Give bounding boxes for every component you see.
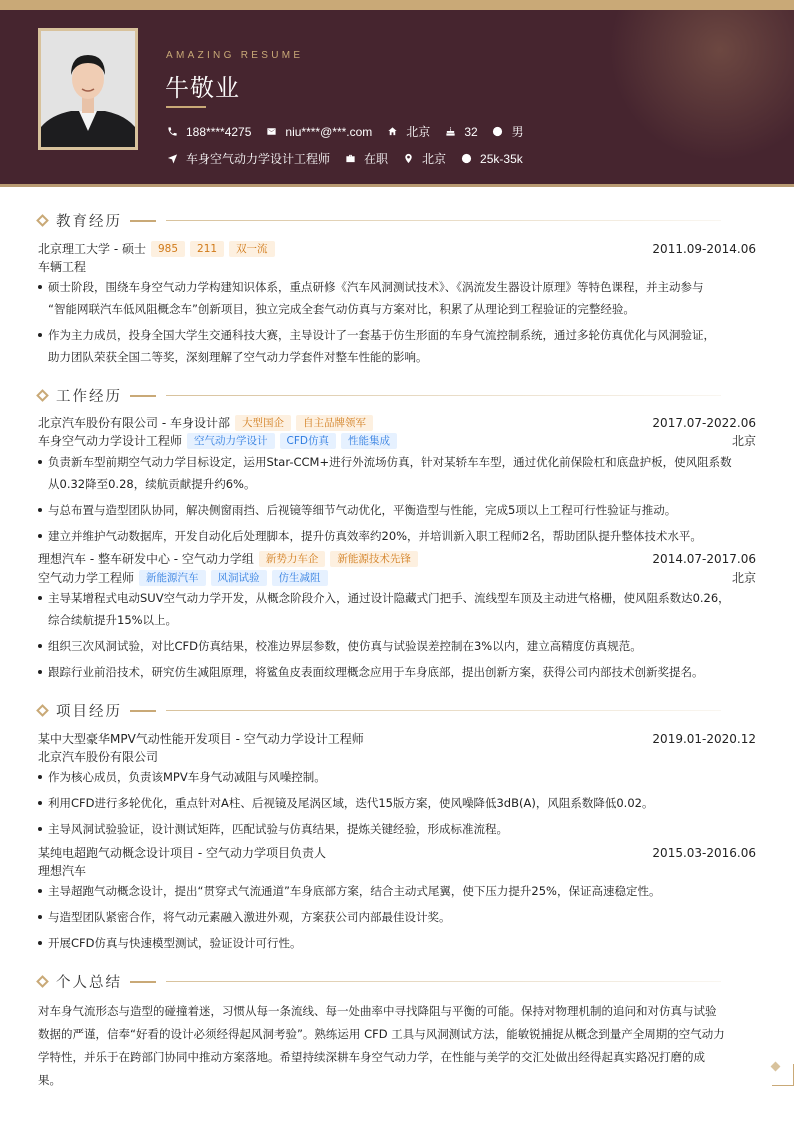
work-city: 北京: [731, 571, 756, 585]
project-date: 2015.03-2016.06: [652, 845, 756, 860]
briefcase-icon: [344, 153, 356, 165]
tag: 新能源汽车: [139, 570, 206, 586]
name-underline: [166, 106, 206, 108]
age-text: 32: [464, 124, 478, 139]
diamond-icon: [36, 975, 49, 988]
title-accent-line: [130, 981, 156, 983]
title-divider-line: [166, 395, 721, 396]
list-item: 主导超跑气动概念设计，提出“贯穿式气流通道”车身底部方案，结合主动式尾翼，使下压力提升25%，保证高速稳定性。: [38, 880, 758, 902]
tag: 211: [190, 241, 224, 257]
home-icon: [386, 126, 398, 138]
job-status-text: 在职: [364, 152, 389, 166]
education-major-row: [38, 258, 756, 275]
tag: CFD仿真: [280, 433, 336, 449]
gender-info: [492, 123, 524, 140]
contact-row: [166, 123, 538, 140]
project-org-row: [38, 748, 756, 765]
phone-text: 188****4275: [186, 124, 252, 139]
education-entry-head: [38, 240, 756, 257]
candidate-name: 牛敬业: [165, 74, 240, 102]
mail-icon: [265, 126, 277, 138]
list-item: 主导风洞试验验证，设计测试矩阵，匹配试验与仿真结果，提炼关键经验，形成标准流程。: [38, 818, 758, 840]
work-date: 2014.07-2017.06: [652, 551, 756, 566]
money-icon: [460, 153, 472, 165]
education-date: 2011.09-2014.06: [652, 241, 756, 256]
list-item: 组织三次风洞试验，对比CFD仿真结果，校准边界层参数，使仿真与试验误差控制在3%以内，建立高精度仿真规范。: [38, 635, 758, 657]
project-date: 2019.01-2020.12: [652, 731, 756, 746]
gender-text: 男: [511, 125, 524, 139]
position-name: 空气动力学工程师: [38, 571, 135, 585]
location-pin-icon: [402, 153, 414, 165]
target-position-info: [166, 150, 330, 167]
work-date: 2017.07-2022.06: [652, 415, 756, 430]
job-intent-row: [166, 150, 537, 167]
title-divider-line: [166, 220, 721, 221]
school-name: 北京理工大学 - 硕士: [38, 242, 146, 256]
list-item: 硕士阶段，围绕车身空气动力学构建知识体系，重点研修《汽车风洞测试技术》、《涡流发生器设计原理》等特色课程，并主动参与 “智能网联汽车低风阻概念车”创新项目，独立完成全套气动仿真与方案对比，积累了从理论到工程验证的完整经验。: [38, 276, 758, 320]
company-name: 理想汽车 - 整车研发中心 - 空气动力学组: [38, 552, 254, 566]
work-position-row: [38, 569, 756, 586]
target-city-info: [402, 150, 446, 167]
user-icon: [492, 126, 504, 138]
send-icon: [166, 153, 178, 165]
project-org-row: [38, 862, 756, 879]
project-entry-head: [38, 730, 756, 747]
list-item: 主导某增程式电动SUV空气动力学开发，从概念阶段介入，通过设计隐藏式门把手、流线型车顶及主动进气格栅，使风阻系数达0.26， 综合续航提升15%以上。: [38, 587, 758, 631]
company-name: 北京汽车股份有限公司 - 车身设计部: [38, 416, 230, 430]
top-accent-bar: [0, 0, 794, 10]
major: 车辆工程: [38, 260, 87, 274]
tag: 自主品牌领军: [296, 415, 373, 431]
diamond-icon: [36, 389, 49, 402]
target-city-text: 北京: [422, 152, 447, 166]
list-item: 与造型团队紧密合作，将气动元素融入激进外观，方案获公司内部最佳设计奖。: [38, 906, 758, 928]
job-status-info: [344, 150, 388, 167]
section-title: 工作经历: [56, 389, 122, 405]
section-education: [34, 210, 764, 232]
summary-text: 对车身气流形态与造型的碰撞着迷，习惯从每一条流线、每一处曲率中寻找降阻与平衡的可能。保持对物理机制的追问和对仿真与试验 数据的严谨，信奉“好看的设计必须经得起风洞考验”。熟练运用 CFD 工具与风洞测试方法，能敏锐捕捉从概念到量产全周期的空气动力 学特性，并乐于在跨部门协同中推动方案落地。希望持续深耕车身空气动力学，在性能与美学的交汇处做出经得起真实路况打磨的成 果。: [38, 1004, 725, 1087]
project-entry-head: [38, 844, 756, 861]
work-city: 北京: [731, 434, 756, 448]
tag: 仿生减阻: [272, 570, 328, 586]
email-info: [265, 125, 372, 139]
project-title: 某中大型豪华MPV气动性能开发项目 - 空气动力学设计工程师: [38, 732, 364, 746]
title-accent-line: [130, 710, 156, 712]
tag: 空气动力学设计: [187, 433, 275, 449]
residence-text: 北京: [406, 125, 431, 139]
project-org: 北京汽车股份有限公司: [38, 750, 159, 764]
list-item: 作为核心成员，负责该MPV车身气动减阻与风噪控制。: [38, 766, 758, 788]
target-position-text: 车身空气动力学设计工程师: [186, 152, 331, 166]
header-divider: [0, 184, 794, 187]
tag: 风洞试验: [211, 570, 267, 586]
list-item: 建立并维护气动数据库，开发自动化后处理脚本，提升仿真效率约20%，并培训新入职工程师2名，帮助团队提升整体技术水平。: [38, 525, 758, 547]
avatar: [38, 28, 138, 150]
tag: 新能源技术先锋: [330, 551, 418, 567]
title-accent-line: [130, 395, 156, 397]
tag: 新势力车企: [259, 551, 326, 567]
header-banner: [0, 10, 794, 186]
phone-info: [166, 125, 251, 139]
salary-text: 25k-35k: [480, 151, 523, 166]
list-item: 作为主力成员，投身全国大学生交通科技大赛，主导设计了一套基于仿生形面的车身气流控制系统，通过多轮仿真优化与风洞验证， 助力团队荣获全国二等奖，深刻理解了空气动力学套件对整车性能的影响。: [38, 324, 758, 368]
diamond-icon: [36, 214, 49, 227]
section-title: 项目经历: [56, 704, 122, 720]
phone-icon: [166, 126, 178, 138]
title-divider-line: [166, 981, 721, 982]
residence-info: [386, 123, 430, 140]
section-title: 个人总结: [56, 975, 122, 991]
tag: 985: [151, 241, 185, 257]
age-info: [444, 125, 477, 139]
list-item: 与总布置与造型团队协同，解决侧窗雨挡、后视镜等细节气动优化，平衡造型与性能，完成5项以上工程可行性验证与推动。: [38, 499, 758, 521]
work-entry-head: [38, 414, 756, 431]
work-position-row: [38, 432, 756, 449]
salary-info: [460, 152, 523, 166]
tag: 双一流: [229, 241, 275, 257]
list-item: 跟踪行业前沿技术，研究仿生减阻原理，将鲨鱼皮表面纹理概念应用于车身底部，提出创新方案，获得公司内部技术创新奖提名。: [38, 661, 758, 683]
project-title: 某纯电超跑气动概念设计项目 - 空气动力学项目负责人: [38, 846, 326, 860]
section-summary: [34, 971, 764, 993]
section-work: [34, 385, 764, 407]
email-text: niu****@***.com: [285, 124, 373, 139]
position-name: 车身空气动力学设计工程师: [38, 434, 183, 448]
tag: 性能集成: [341, 433, 397, 449]
project-org: 理想汽车: [38, 864, 87, 878]
tag: 大型国企: [235, 415, 291, 431]
list-item: 利用CFD进行多轮优化，重点针对A柱、后视镜及尾涡区域，迭代15版方案，使风噪降低3dB(A)，风阻系数降低0.02。: [38, 792, 758, 814]
title-accent-line: [130, 220, 156, 222]
list-item: 负责新车型前期空气动力学目标设定，运用Star-CCM+进行外流场仿真，针对某轿车车型，通过优化前保险杠和底盘护板，使风阻系数 从0.32降至0.28，续航贡献提升约6%。: [38, 451, 758, 495]
brand-title: AMAZING RESUME: [166, 50, 304, 61]
cake-icon: [444, 126, 456, 138]
diamond-icon: [36, 704, 49, 717]
work-entry-head: [38, 550, 756, 567]
section-projects: [34, 700, 764, 722]
section-title: 教育经历: [56, 214, 122, 230]
list-item: 开展CFD仿真与快速模型测试，验证设计可行性。: [38, 932, 758, 954]
title-divider-line: [166, 710, 721, 711]
